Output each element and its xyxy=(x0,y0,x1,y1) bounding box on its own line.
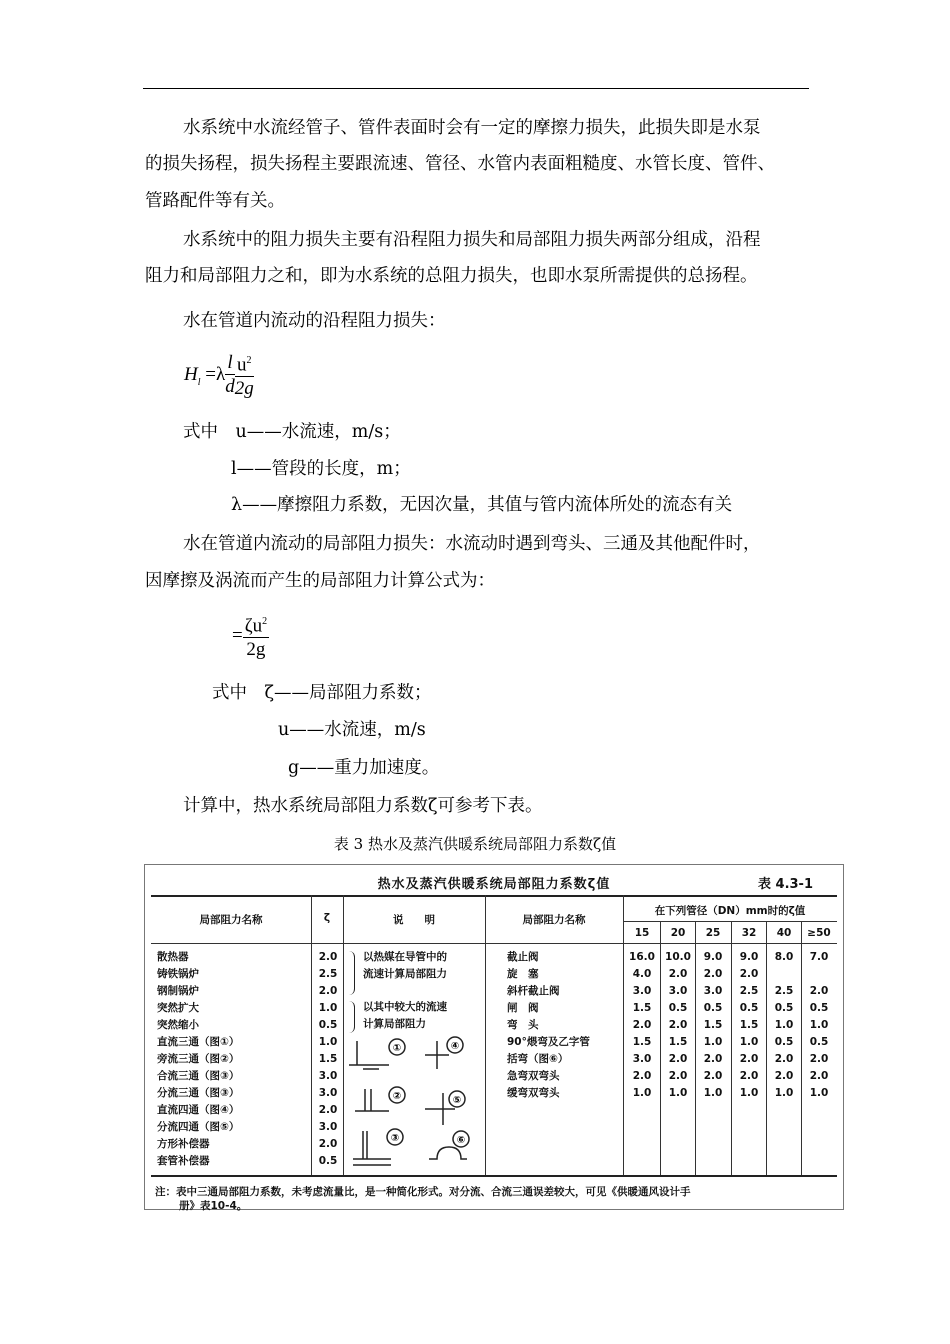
left-row-zeta: 1.0 xyxy=(318,1036,338,1048)
right-row-value: 3.0 xyxy=(632,985,652,997)
hdr-name: 局部阻力名称 xyxy=(199,914,263,926)
right-row-value: 1.0 xyxy=(774,1019,794,1031)
fig-label-4: ④ xyxy=(450,1041,460,1052)
para5: 计算中，热水系统局部阻力系数ζ可参考下表。 xyxy=(183,796,543,816)
right-row-value: 1.0 xyxy=(809,1019,829,1031)
right-row-value: 2.0 xyxy=(809,1070,829,1082)
left-row-zeta: 3.0 xyxy=(318,1087,338,1099)
para2-line2: 阻力和局部阻力之和，即为水系统的总阻力损失，也即水泵所需提供的总扬程。 xyxy=(145,266,758,286)
fig-label-5: ⑤ xyxy=(452,1095,462,1106)
right-row-name: 闸 阀 xyxy=(507,1002,539,1014)
right-row-value: 2.0 xyxy=(739,968,759,980)
formula-local-loss xyxy=(232,611,269,662)
right-row-value: 4.0 xyxy=(632,968,652,980)
right-row-name: 截止阀 xyxy=(507,951,539,963)
right-row-value: 2.0 xyxy=(774,1053,794,1065)
right-row-value: 3.0 xyxy=(703,985,723,997)
right-row-value: 2.0 xyxy=(703,1053,723,1065)
left-row-name: 散热器 xyxy=(157,951,189,963)
right-row-value: 3.0 xyxy=(668,985,688,997)
right-row-name: 旋 塞 xyxy=(507,968,539,980)
right-row-value: 1.0 xyxy=(703,1087,723,1099)
left-row-name: 合流三通（图③） xyxy=(157,1070,240,1082)
right-row-value: 2.0 xyxy=(668,1070,688,1082)
right-row-value: 2.5 xyxy=(774,985,794,997)
right-row-value: 2.0 xyxy=(632,1070,652,1082)
formula-u: u xyxy=(236,354,247,376)
left-row-zeta: 2.0 xyxy=(318,1104,338,1116)
right-row-value: 1.0 xyxy=(739,1036,759,1048)
right-row-value: 0.5 xyxy=(774,1036,794,1048)
desc-note-4: 计算局部阻力 xyxy=(363,1018,426,1030)
table-top-rule xyxy=(151,895,837,897)
formula-h: H xyxy=(184,364,198,386)
formula2-eq: = xyxy=(232,625,243,647)
where2-line1: 式中 ζ——局部阻力系数； xyxy=(212,683,432,703)
left-row-name: 突然扩大 xyxy=(157,1002,199,1014)
fraction-u2 xyxy=(235,350,254,377)
right-row-value: 1.0 xyxy=(774,1087,794,1099)
brace-1 xyxy=(349,951,355,995)
right-row-value: 10.0 xyxy=(665,951,691,963)
dn-size-1: 20 xyxy=(670,927,686,939)
formula-u-sup: 2 xyxy=(246,355,252,366)
where2-line3: g——重力加速度。 xyxy=(288,758,440,778)
right-row-value: 1.0 xyxy=(809,1087,829,1099)
right-row-value: 0.5 xyxy=(774,1002,794,1014)
right-row-name: 斜杆截止阀 xyxy=(507,985,560,997)
hdr-dn: 在下列管径（DN）mm时的ζ值 xyxy=(654,905,806,917)
left-row-zeta: 3.0 xyxy=(318,1121,338,1133)
table-note xyxy=(155,1185,691,1213)
dn-size-4: 40 xyxy=(776,927,792,939)
para2-line1: 水系统中的阻力损失主要有沿程阻力损失和局部阻力损失两部分组成，沿程 xyxy=(183,230,761,250)
right-row-value: 1.0 xyxy=(632,1087,652,1099)
left-row-zeta: 0.5 xyxy=(318,1019,338,1031)
left-row-name: 旁流三通（图②） xyxy=(157,1053,240,1065)
dn-size-3: 32 xyxy=(741,927,757,939)
fraction-zeta-u2-2g xyxy=(243,611,269,662)
right-row-value: 2.0 xyxy=(739,1053,759,1065)
fig-label-2: ② xyxy=(392,1091,402,1102)
left-row-zeta: 3.0 xyxy=(318,1070,338,1082)
para4-line1: 水在管道内流动的局部阻力损失：水流动时遇到弯头、三通及其他配件时， xyxy=(183,534,761,554)
formula-lambda: λ xyxy=(215,364,226,386)
fraction-l: l xyxy=(225,352,235,375)
right-row-value: 2.0 xyxy=(809,1053,829,1065)
hdr-name2: 局部阻力名称 xyxy=(522,914,586,926)
fitting-figures xyxy=(345,1035,485,1175)
col-divider-4 xyxy=(623,895,624,1175)
where1-line2: l——管段的长度，m； xyxy=(231,459,411,479)
where1-line3: λ——摩擦阻力系数，无因次量，其值与管内流体所处的流态有关 xyxy=(231,495,733,515)
right-row-name: 括弯（图⑥） xyxy=(507,1053,569,1065)
right-row-value: 2.0 xyxy=(739,1070,759,1082)
right-row-value: 9.0 xyxy=(703,951,723,963)
right-row-value: 1.5 xyxy=(739,1019,759,1031)
hdr-desc: 说 明 xyxy=(393,914,435,926)
left-row-name: 直流三通（图①） xyxy=(157,1036,240,1048)
table-note-line2: 册》表10-4。 xyxy=(179,1200,248,1212)
dn-size-2: 25 xyxy=(705,927,721,939)
right-row-value: 2.0 xyxy=(632,1019,652,1031)
fraction-zeta-u2 xyxy=(243,611,269,638)
para4-line2: 因摩擦及涡流而产生的局部阻力计算公式为： xyxy=(145,571,495,591)
dn-header-rule xyxy=(623,921,837,922)
right-row-value: 3.0 xyxy=(632,1053,652,1065)
left-row-zeta: 2.0 xyxy=(318,1138,338,1150)
formula2-num: ζu xyxy=(244,615,263,637)
right-row-value: 2.0 xyxy=(668,1053,688,1065)
left-row-name: 分流三通（图③） xyxy=(157,1087,240,1099)
para1-line3: 管路配件等有关。 xyxy=(145,191,285,211)
fraction-d: d xyxy=(225,376,235,398)
right-row-value: 0.5 xyxy=(809,1002,829,1014)
para3: 水在管道内流动的沿程阻力损失： xyxy=(183,311,446,331)
desc-note-1: 以热媒在导管中的 xyxy=(363,951,447,963)
hdr-zeta: ζ xyxy=(323,912,331,924)
right-row-value: 2.0 xyxy=(703,968,723,980)
fig-label-6: ⑥ xyxy=(456,1135,466,1146)
left-row-zeta: 1.5 xyxy=(318,1053,338,1065)
right-row-name: 缓弯双弯头 xyxy=(507,1087,560,1099)
left-row-zeta: 1.0 xyxy=(318,1002,338,1014)
right-row-value: 1.0 xyxy=(739,1087,759,1099)
formula2-sup: 2 xyxy=(262,616,268,627)
left-row-zeta: 0.5 xyxy=(318,1155,338,1167)
right-row-value: 0.5 xyxy=(703,1002,723,1014)
right-row-name: 90°煨弯及乙字管 xyxy=(507,1036,590,1048)
fraction2-2g: 2g xyxy=(246,639,266,661)
para1-line1: 水系统中水流经管子、管件表面时会有一定的摩擦力损失，此损失即是水泵 xyxy=(183,118,761,138)
scan-table-no: 表 4.3-1 xyxy=(758,877,813,892)
fig-label-3: ③ xyxy=(390,1133,400,1144)
table-caption: 表 3 热水及蒸汽供暖系统局部阻力系数ζ值 xyxy=(333,835,617,853)
left-row-zeta: 2.5 xyxy=(318,968,338,980)
right-row-name: 弯 头 xyxy=(507,1019,539,1031)
dn-size-5: ≥50 xyxy=(807,927,831,939)
right-row-value: 8.0 xyxy=(774,951,794,963)
formula-h-sub: l xyxy=(197,376,201,388)
right-row-value: 1.5 xyxy=(703,1019,723,1031)
scanned-table xyxy=(144,864,844,1210)
right-row-value: 2.0 xyxy=(668,968,688,980)
right-row-value: 1.5 xyxy=(632,1036,652,1048)
para1-line2: 的损失扬程，损失扬程主要跟流速、管径、水管内表面粗糙度、水管长度、管件、 xyxy=(145,154,775,174)
where1-line1: 式中 u——水流速，m/s； xyxy=(183,422,401,442)
right-row-value: 1.0 xyxy=(703,1036,723,1048)
left-row-name: 分流四通（图⑤） xyxy=(157,1121,240,1133)
left-row-name: 方形补偿器 xyxy=(157,1138,210,1150)
fraction-2g: 2g xyxy=(234,378,254,400)
left-row-name: 钢制锅炉 xyxy=(157,985,199,997)
desc-note-3: 以其中较大的流速 xyxy=(363,1001,447,1013)
col-divider-3 xyxy=(485,895,486,1175)
fig-label-1: ① xyxy=(392,1043,402,1054)
right-row-value: 1.5 xyxy=(632,1002,652,1014)
table-note-line1: 注：表中三通局部阻力系数，未考虑流量比，是一种简化形式。对分流、合流三通误差较大，可见《供暖通风设计手 xyxy=(155,1186,691,1198)
left-row-name: 铸铁锅炉 xyxy=(157,968,199,980)
right-row-name: 急弯双弯头 xyxy=(507,1070,560,1082)
left-row-name: 突然缩小 xyxy=(157,1019,199,1031)
formula-friction-loss xyxy=(184,350,254,401)
table-header-rule xyxy=(151,943,837,944)
scan-title: 热水及蒸汽供暖系统局部阻力系数ζ值 xyxy=(377,877,611,892)
right-row-value: 1.5 xyxy=(668,1036,688,1048)
where2-line2: u——水流速，m/s xyxy=(278,720,426,740)
table-bottom-rule xyxy=(151,1175,837,1177)
right-row-value: 16.0 xyxy=(629,951,655,963)
fraction-l-d xyxy=(225,352,235,399)
dn-size-0: 15 xyxy=(634,927,650,939)
right-row-value: 2.0 xyxy=(668,1019,688,1031)
fraction-u2-2g xyxy=(235,350,254,401)
left-row-zeta: 2.0 xyxy=(318,951,338,963)
right-row-value: 0.5 xyxy=(668,1002,688,1014)
right-row-value: 0.5 xyxy=(809,1036,829,1048)
right-row-value: 0.5 xyxy=(739,1002,759,1014)
left-row-name: 套管补偿器 xyxy=(157,1155,210,1167)
right-row-value: 1.0 xyxy=(668,1087,688,1099)
left-row-zeta: 2.0 xyxy=(318,985,338,997)
right-row-value: 7.0 xyxy=(809,951,829,963)
right-row-value: 2.0 xyxy=(809,985,829,997)
brace-2 xyxy=(349,1001,355,1033)
right-row-value: 2.0 xyxy=(703,1070,723,1082)
header-rule xyxy=(143,88,809,89)
right-row-value: 9.0 xyxy=(739,951,759,963)
right-row-value: 2.0 xyxy=(774,1070,794,1082)
right-row-value: 2.5 xyxy=(739,985,759,997)
left-row-name: 直流四通（图④） xyxy=(157,1104,240,1116)
formula-eq: = xyxy=(205,364,216,386)
desc-note-2: 流速计算局部阻力 xyxy=(363,968,447,980)
